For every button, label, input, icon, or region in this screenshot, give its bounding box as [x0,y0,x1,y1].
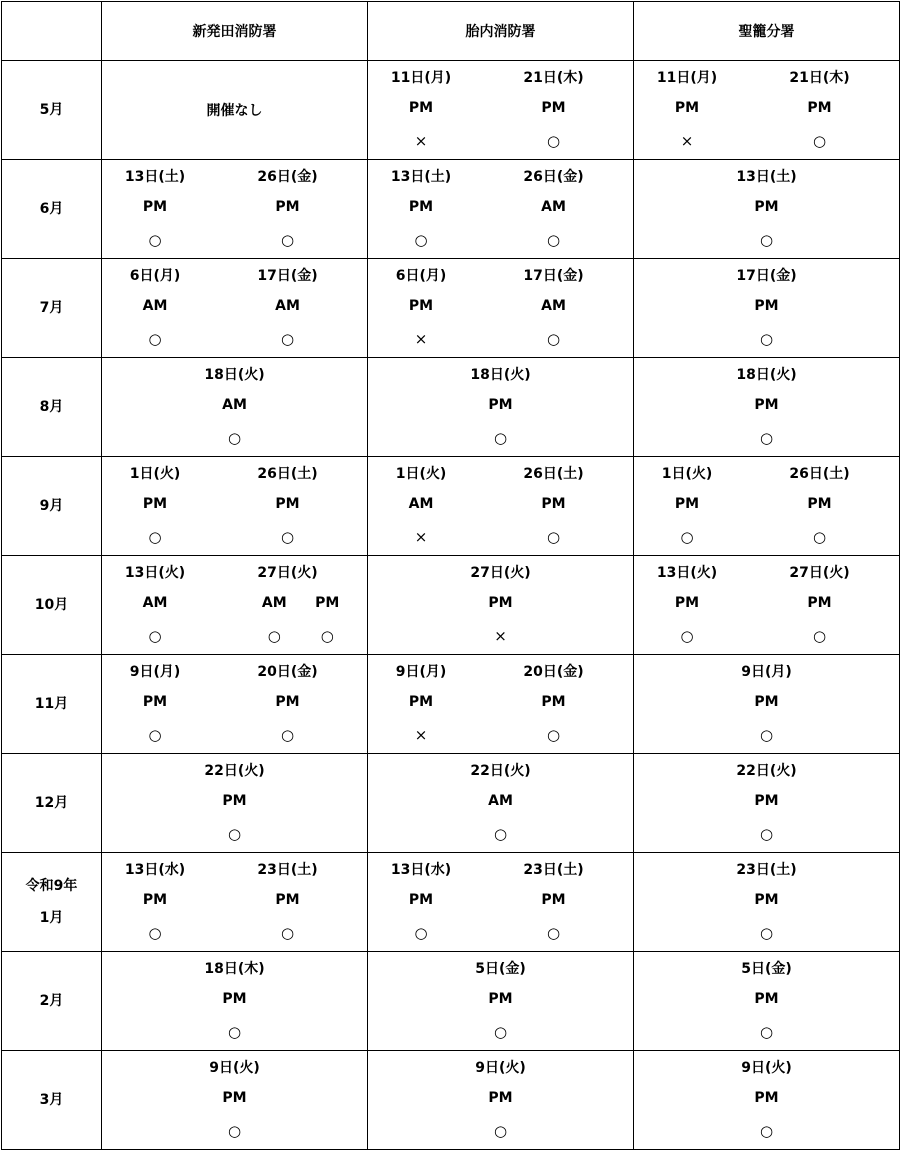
event-slot [110,457,200,555]
event-date: 11日(月) [656,70,718,86]
station-cell [368,556,634,655]
event-time: PM [754,199,779,215]
event-date: 27日(火) [257,565,318,581]
event-date: 26日(土) [789,466,850,482]
event-time: PM [275,892,300,908]
event-group [102,556,367,654]
event-slot [509,61,599,159]
event-status-mark: ○ [759,330,774,348]
month-label: 1月 [39,910,64,926]
event-group [634,259,899,357]
event-group [634,754,899,852]
schedule-table [1,1,900,1150]
event-slot [190,952,280,1050]
event-slot [722,160,812,258]
event-status-mark: ○ [812,132,827,150]
event-status-mark: ○ [546,330,561,348]
month-cell [2,61,102,160]
event-group [102,952,367,1050]
event-group [102,853,367,951]
event-status-mark: × [414,330,428,348]
event-date: 9日(火) [475,1060,526,1076]
month-label: 11月 [34,696,69,712]
event-time: AM [222,397,247,413]
event-slot [243,457,333,555]
station-cell [634,556,900,655]
event-date: 13日(火) [656,565,718,581]
station-cell [634,259,900,358]
station-cell [368,457,634,556]
event-time: PM [142,199,168,215]
event-status-mark: ○ [280,528,295,546]
event-slot [775,61,865,159]
event-status-mark: ○ [493,429,508,447]
event-slot [243,655,333,753]
event-group [368,61,633,159]
event-status-mark: ○ [759,429,774,447]
event-slot [376,853,466,951]
station-cell [634,457,900,556]
event-status-mark: ○ [414,231,428,249]
month-label: 7月 [39,300,64,316]
event-time: PM [408,694,434,710]
event-slot [509,259,599,357]
station-cell [102,754,368,853]
event-slot [190,358,280,456]
event-date: 13日(土) [124,169,186,185]
event-status-mark: ○ [546,231,561,249]
event-time: PM [674,100,700,116]
event-time: PM [408,199,434,215]
station-cell [102,1051,368,1150]
event-time: PM [541,496,566,512]
event-group [368,853,633,951]
event-date: 5日(金) [741,961,792,977]
event-date: 9日(火) [741,1060,792,1076]
event-slot [509,853,599,951]
event-status-mark: ○ [812,528,827,546]
event-slot [775,457,865,555]
event-group [368,457,633,555]
event-time: PM [315,595,340,611]
event-time: PM [142,694,168,710]
event-status-mark: ○ [148,330,162,348]
event-status-mark: ○ [759,726,774,744]
schedule-row [2,160,900,259]
event-status-mark: × [414,726,428,744]
event-group [102,160,367,258]
month-label: 令和9年 [25,878,78,894]
event-time: PM [754,892,779,908]
event-date: 26日(土) [257,466,318,482]
event-time: PM [541,694,566,710]
event-date: 18日(木) [204,961,265,977]
station-cell [634,61,900,160]
station-cell [102,952,368,1051]
event-date: 27日(火) [789,565,850,581]
event-date: 26日(金) [523,169,584,185]
station-cell [634,853,900,952]
event-date: 22日(火) [204,763,265,779]
event-group [368,655,633,753]
event-time: PM [275,496,300,512]
schedule-row [2,655,900,754]
event-slot [722,655,812,753]
schedule-row [2,952,900,1051]
event-group [634,952,899,1050]
event-date: 23日(土) [257,862,318,878]
event-status-mark: ○ [148,924,162,942]
event-time: PM [275,199,300,215]
event-status-mark: × [414,528,428,546]
header-station-1: 胎内消防署 [368,2,634,61]
event-date: 18日(火) [470,367,531,383]
event-date: 13日(水) [124,862,186,878]
event-group [368,1051,633,1149]
station-cell [634,655,900,754]
event-slot [509,655,599,753]
event-time: PM [674,496,700,512]
event-group [634,853,899,951]
event-date: 9日(月) [129,664,181,680]
event-slot [456,754,546,852]
event-status-mark: ○ [227,1023,242,1041]
event-slot [190,1051,280,1149]
event-slot [775,556,865,654]
event-time: PM [754,397,779,413]
event-status-mark: ○ [759,924,774,942]
event-date: 9日(月) [395,664,447,680]
event-slot [456,952,546,1050]
schedule-row [2,1051,900,1150]
station-cell [368,754,634,853]
event-date: 13日(水) [390,862,452,878]
event-group [634,1051,899,1149]
station-cell [102,556,368,655]
event-group [368,754,633,852]
event-date: 13日(土) [736,169,797,185]
month-cell [2,952,102,1051]
event-slot [110,655,200,753]
event-group [102,259,367,357]
event-status-mark: ○ [759,1023,774,1041]
event-time: AM [488,793,513,809]
month-label: 9月 [39,498,64,514]
event-slot [110,259,200,357]
event-slot [243,160,333,258]
schedule-row [2,754,900,853]
station-cell [634,160,900,259]
event-slot [722,358,812,456]
event-slot [509,457,599,555]
schedule-row [2,358,900,457]
header-station-2: 聖籠分署 [634,2,900,61]
event-time: PM [807,100,832,116]
event-time: AM [142,595,168,611]
event-status-mark: ○ [320,627,334,645]
event-status-mark: ○ [280,231,295,249]
event-date: 21日(木) [523,70,584,86]
event-status-mark: ○ [148,528,162,546]
event-group [368,952,633,1050]
event-date: 26日(金) [257,169,318,185]
month-cell [2,358,102,457]
month-label: 8月 [39,399,64,415]
event-status-mark: ○ [812,627,827,645]
event-group [102,358,367,456]
event-time: AM [142,298,168,314]
event-slot [642,457,732,555]
event-group [634,358,899,456]
event-status-mark: ○ [759,231,774,249]
event-status-mark: ○ [280,330,295,348]
event-status-mark: ○ [280,726,295,744]
event-date: 20日(金) [523,664,584,680]
event-slot [110,556,200,654]
event-date: 17日(金) [736,268,797,284]
event-status-mark: ○ [546,924,561,942]
event-time: PM [674,595,700,611]
event-time: PM [222,1090,247,1106]
event-status-mark: × [494,627,507,645]
station-cell [102,655,368,754]
station-cell [102,358,368,457]
event-slot [243,853,333,951]
event-slot [456,1051,546,1149]
month-cell [2,556,102,655]
event-time: PM [408,892,434,908]
event-slot [243,259,333,357]
event-time: PM [488,397,513,413]
event-group [102,655,367,753]
event-group [634,556,899,654]
event-date: 18日(火) [736,367,797,383]
station-cell [634,1051,900,1150]
event-status-mark: ○ [546,726,561,744]
schedule-row [2,457,900,556]
event-status-mark: ○ [493,1023,508,1041]
event-group [634,61,899,159]
event-slot [190,754,280,852]
event-status-mark: ○ [227,1122,242,1140]
event-status-mark: ○ [414,924,428,942]
month-cell [2,259,102,358]
event-time: PM [754,694,779,710]
station-cell [368,952,634,1051]
event-slot [722,853,812,951]
event-time: PM [222,793,247,809]
event-status-mark: ○ [546,132,561,150]
event-date: 22日(火) [470,763,531,779]
schedule-row [2,61,900,160]
station-cell [368,61,634,160]
event-date: 13日(土) [390,169,452,185]
station-cell [634,754,900,853]
event-date: 11日(月) [390,70,452,86]
event-time: PM [754,298,779,314]
event-time: PM [488,595,513,611]
station-cell [368,1051,634,1150]
event-group [368,160,633,258]
event-status-mark: ○ [680,627,694,645]
month-cell [2,457,102,556]
event-time: PM [142,892,168,908]
month-cell [2,160,102,259]
event-time: AM [408,496,434,512]
event-date: 6日(月) [129,268,181,284]
event-date: 1日(火) [129,466,181,482]
event-group [368,259,633,357]
event-time: PM [408,298,434,314]
event-slot [642,61,732,159]
station-cell [102,259,368,358]
station-cell [634,358,900,457]
header-row [2,2,900,61]
event-date: 18日(火) [204,367,265,383]
event-status-mark: ○ [493,1122,508,1140]
event-group [102,754,367,852]
event-slot [722,952,812,1050]
event-group [634,457,899,555]
event-group [634,160,899,258]
station-cell [368,853,634,952]
month-label: 6月 [39,201,64,217]
event-status-mark: ○ [759,1122,774,1140]
event-group [368,556,633,654]
event-time: AM [541,199,566,215]
event-subslot [282,556,372,654]
event-date: 17日(金) [257,268,318,284]
station-cell [368,160,634,259]
schedule-row [2,259,900,358]
event-status-mark: ○ [148,231,162,249]
event-slot [376,655,466,753]
schedule-row [2,556,900,655]
event-time: PM [488,991,513,1007]
event-group [102,457,367,555]
month-cell [2,853,102,952]
station-cell [634,952,900,1051]
event-time: PM [541,892,566,908]
event-slot [110,853,200,951]
header-station-0: 新発田消防署 [102,2,368,61]
month-label: 3月 [39,1092,64,1108]
event-slot [722,1051,812,1149]
no-event-label: 開催なし [206,103,263,119]
event-time: PM [275,694,300,710]
event-slot [722,259,812,357]
event-group [368,358,633,456]
station-cell [368,259,634,358]
month-label: 10月 [34,597,69,613]
event-status-mark: ○ [280,924,295,942]
event-date: 5日(金) [475,961,526,977]
event-time: AM [541,298,566,314]
event-time: PM [807,496,832,512]
event-date: 1日(火) [661,466,713,482]
event-date: 26日(土) [523,466,584,482]
event-status-mark: ○ [267,627,281,645]
event-status-mark: ○ [546,528,561,546]
event-date: 22日(火) [736,763,797,779]
event-status-mark: ○ [680,528,694,546]
event-time: PM [408,100,434,116]
station-cell [102,160,368,259]
event-slot [110,160,200,258]
event-date: 20日(金) [257,664,318,680]
schedule-row [2,853,900,952]
event-status-mark: ○ [227,429,242,447]
event-group [102,1051,367,1149]
event-date: 6日(月) [395,268,447,284]
event-slot [376,160,466,258]
event-date: 9日(月) [741,664,792,680]
event-status-mark: ○ [759,825,774,843]
station-cell [102,853,368,952]
station-cell [102,457,368,556]
event-slot [456,358,546,456]
schedule-body [2,61,900,1150]
event-date: 27日(火) [470,565,531,581]
event-slot [642,556,732,654]
event-time: PM [754,793,779,809]
station-cell [102,61,368,160]
event-status-mark: ○ [148,627,162,645]
station-cell [368,358,634,457]
corner-cell [2,2,102,61]
event-slot [376,61,466,159]
event-status-mark: × [680,132,694,150]
event-time: PM [222,991,247,1007]
event-time: PM [754,991,779,1007]
event-status-mark: ○ [148,726,162,744]
event-time: PM [754,1090,779,1106]
event-status-mark: ○ [227,825,242,843]
month-cell [2,754,102,853]
event-time: AM [261,595,287,611]
event-group [634,655,899,753]
station-cell [368,655,634,754]
event-time: PM [807,595,832,611]
event-date: 21日(木) [789,70,850,86]
event-date: 17日(金) [523,268,584,284]
event-status-mark: × [414,132,428,150]
event-slot [509,160,599,258]
month-label: 5月 [39,102,64,118]
event-date: 13日(火) [124,565,186,581]
event-slot [456,556,546,654]
event-date: 23日(土) [736,862,797,878]
month-label: 12月 [34,795,69,811]
event-status-mark: ○ [493,825,508,843]
event-time: PM [142,496,168,512]
month-cell [2,1051,102,1150]
event-time: AM [275,298,300,314]
event-slot [722,754,812,852]
event-time: PM [541,100,566,116]
event-slot [376,259,466,357]
event-date: 9日(火) [209,1060,260,1076]
event-time: PM [488,1090,513,1106]
month-cell [2,655,102,754]
month-label: 2月 [39,993,64,1009]
event-slot [376,457,466,555]
event-date: 1日(火) [395,466,447,482]
event-date: 23日(土) [523,862,584,878]
